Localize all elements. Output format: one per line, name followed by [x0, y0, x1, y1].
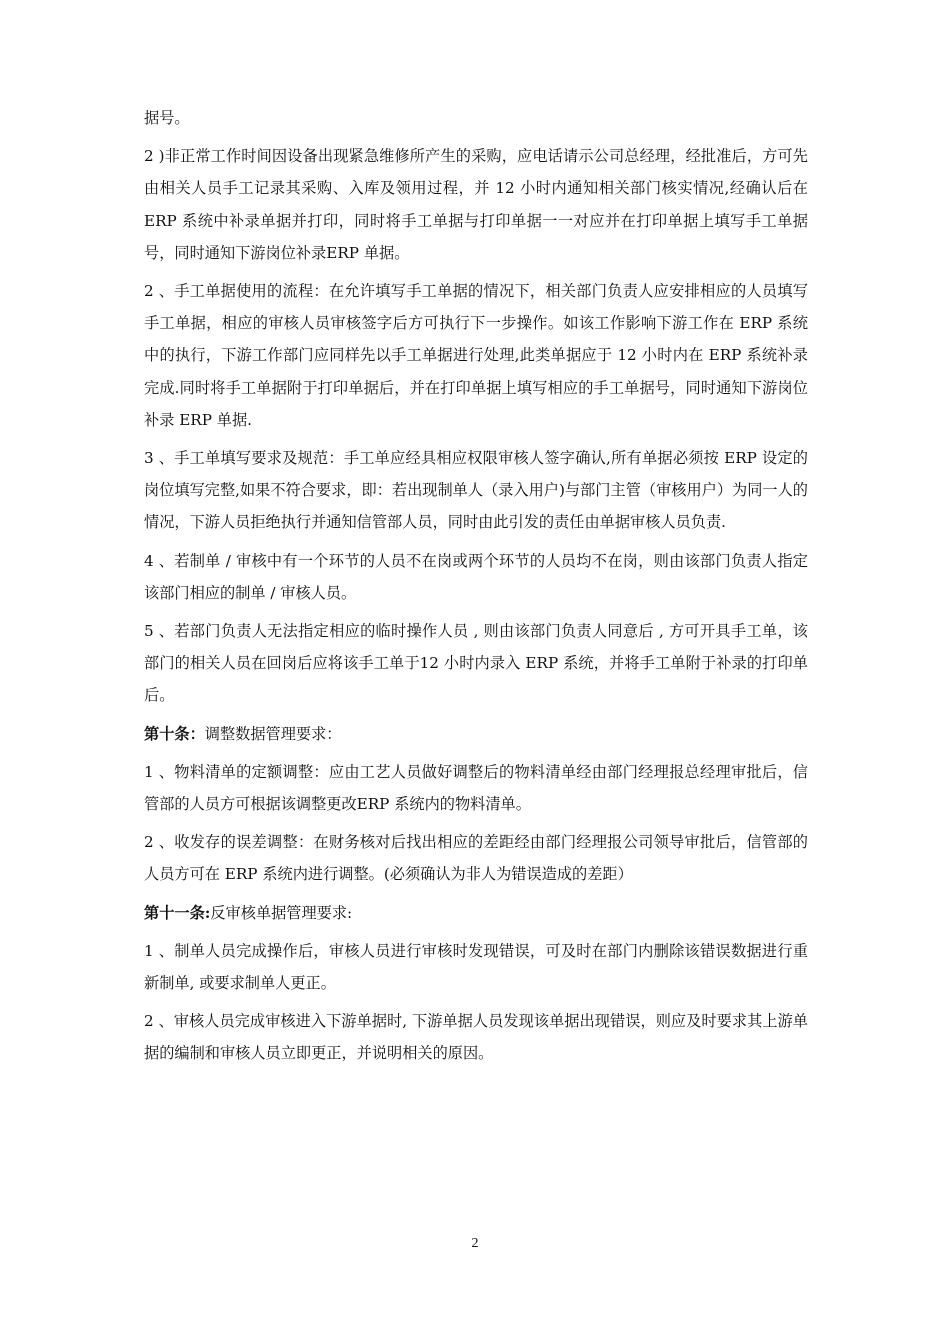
section-heading-lead: 第十一条: — [144, 903, 211, 922]
paragraph: 据号。 — [144, 109, 190, 127]
paragraph: 1 、物料清单的定额调整：应由工艺人员做好调整后的物料清单经由部门经理报总经理审批后，信管部的人员方可根据该调整更改ERP 系统内的物料清单。 — [144, 762, 808, 814]
section-heading — [144, 897, 808, 929]
paragraph: 5 、若部门负责人无法指定相应的临时操作人员 , 则由该部门负责人同意后 , 方可开具手工单，该部门的相关人员在回岗后应将该手工单于12 小时内录入 ERP 系统，并将手工单附于补录的打印单后。 — [144, 622, 808, 705]
paragraph: 1 、制单人员完成操作后，审核人员进行审核时发现错误，可及时在部门内删除该错误数据进行重新制单, 或要求制单人更正。 — [144, 941, 808, 993]
section-heading-title: 调整数据管理要求： — [204, 724, 342, 743]
paragraph: 2 、收发存的误差调整：在财务核对后找出相应的差距经由部门经理报公司领导审批后，信管部的人员方可在 ERP 系统内进行调整。(必须确认为非人为错误造成的差距） — [144, 833, 808, 884]
paragraph: 3 、手工单填写要求及规范：手工单应经具相应权限审核人签字确认,所有单据必须按 ERP 设定的岗位填写完整,如果不符合要求，即：若出现制单人（录入用户)与部门主管（审核用户）为同一人的情况，下游人员拒绝执行并通知信管部人员，同时由此引发的责任由单据审核人员负责. — [144, 449, 808, 532]
paragraph: 2 )非正常工作时间因设备出现紧急维修所产生的采购，应电话请示公司总经理，经批准后，方可先由相关人员手工记录其采购、入库及领用过程，并 12 小时内通知相关部门核实情况,经确认后在 ERP 系统中补录单据并打印，同时将手工单据与打印单据一一对应并在打印单据上填写手工单据号，同时通知下游岗位补录ERP 单据。 — [144, 147, 808, 262]
section-heading-title: 反审核单据管理要求: — [210, 903, 353, 922]
paragraph: 2 、审核人员完成审核进入下游单据时, 下游单据人员发现该单据出现错误，则应及时要求其上游单据的编制和审核人员立即更正，并说明相关的原因。 — [144, 1012, 808, 1063]
section-heading — [144, 718, 808, 750]
document-body — [144, 102, 808, 1076]
paragraph: 4 、若制单 / 审核中有一个环节的人员不在岗或两个环节的人员均不在岗，则由该部门负责人指定该部门相应的制单 / 审核人员。 — [144, 551, 808, 602]
paragraph: 2 、手工单据使用的流程：在允许填写手工单据的情况下，相关部门负责人应安排相应的人员填写手工单据，相应的审核人员审核签字后方可执行下一步操作。如该工作影响下游工作在 ERP 系统中的执行，下游工作部门应同样先以手工单据进行处理,此类单据应于 12 小时内在 ERP 系统补录完成.同时将手工单据附于打印单据后，并在打印单据上填写相应的手工单据号，同时通知下游岗位补录 ERP 单据. — [144, 282, 808, 429]
section-heading-lead: 第十条： — [144, 724, 205, 743]
page-number: 2 — [471, 1236, 479, 1251]
